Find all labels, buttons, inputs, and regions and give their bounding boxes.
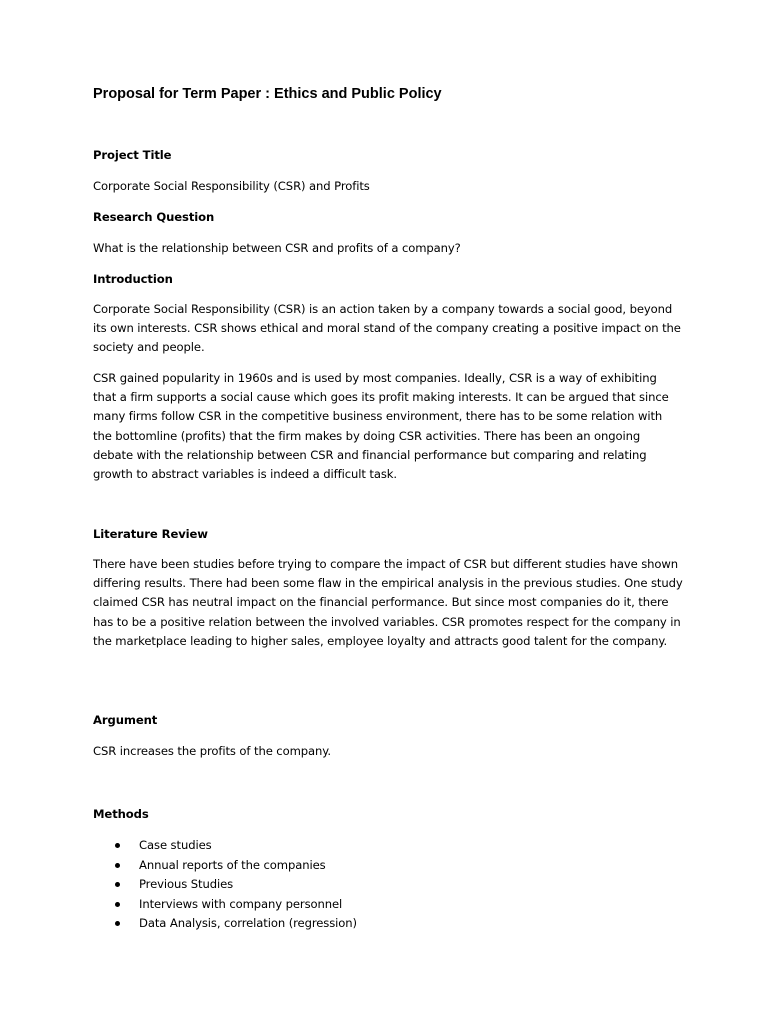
list-item-text: Annual reports of the companies (139, 857, 326, 872)
introduction-paragraph-2: CSR gained popularity in 1960s and is used by most companies. Ideally, CSR is a way of exhibiting that a firm supports a social cause which goes its profit making interests. It can be argued that since many firms follow CSR in the competitive business environment, there has to be some relation with the bottomline (profits) that the firm makes by doing CSR activities. There has been an ongoing debate with the relationship between CSR and financial performance but comparing and relating growth to abstract variables is indeed a difficult task. (93, 371, 669, 482)
project-title-text: Corporate Social Responsibility (CSR) and Profits (93, 179, 370, 193)
argument-heading: Argument (93, 713, 158, 727)
bullet-icon (115, 902, 120, 907)
project-title-heading: Project Title (93, 148, 172, 162)
bullet-icon (115, 863, 120, 868)
introduction-heading: Introduction (93, 272, 173, 286)
bullet-icon (115, 921, 120, 926)
list-item (93, 914, 683, 934)
list-item-text: Interviews with company personnel (139, 896, 343, 911)
research-question-text: What is the relationship between CSR and profits of a company? (93, 241, 461, 255)
methods-list (93, 836, 683, 934)
bullet-icon (115, 882, 120, 887)
list-item (93, 895, 683, 915)
bullet-icon (115, 843, 120, 848)
list-item-text: Data Analysis, correlation (regression) (139, 916, 357, 931)
literature-review-heading: Literature Review (93, 527, 208, 541)
literature-review-paragraph: There have been studies before trying to compare the impact of CSR but different studies have shown differing results. There had been some flaw in the empirical analysis in the previous studies. One study claimed CSR has neutral impact on the financial performance. But since most companies do it, there has to be a positive relation between the involved variables. CSR promotes respect for the company in the marketplace leading to higher sales, employee loyalty and attracts good talent for the company. (93, 557, 683, 648)
list-item-text: Previous Studies (139, 877, 234, 892)
argument-text: CSR increases the profits of the company. (93, 744, 331, 758)
introduction-paragraph-1: Corporate Social Responsibility (CSR) is an action taken by a company towards a social good, beyond its own interests. CSR shows ethical and moral stand of the company creating a positive impact on the society and people. (93, 302, 681, 355)
methods-heading: Methods (93, 807, 149, 821)
list-item (93, 875, 683, 895)
list-item-text: Case studies (139, 838, 212, 852)
document-title: Proposal for Term Paper : Ethics and Public Policy (93, 86, 442, 102)
list-item (93, 856, 683, 876)
list-item (93, 836, 683, 856)
research-question-heading: Research Question (93, 210, 215, 224)
